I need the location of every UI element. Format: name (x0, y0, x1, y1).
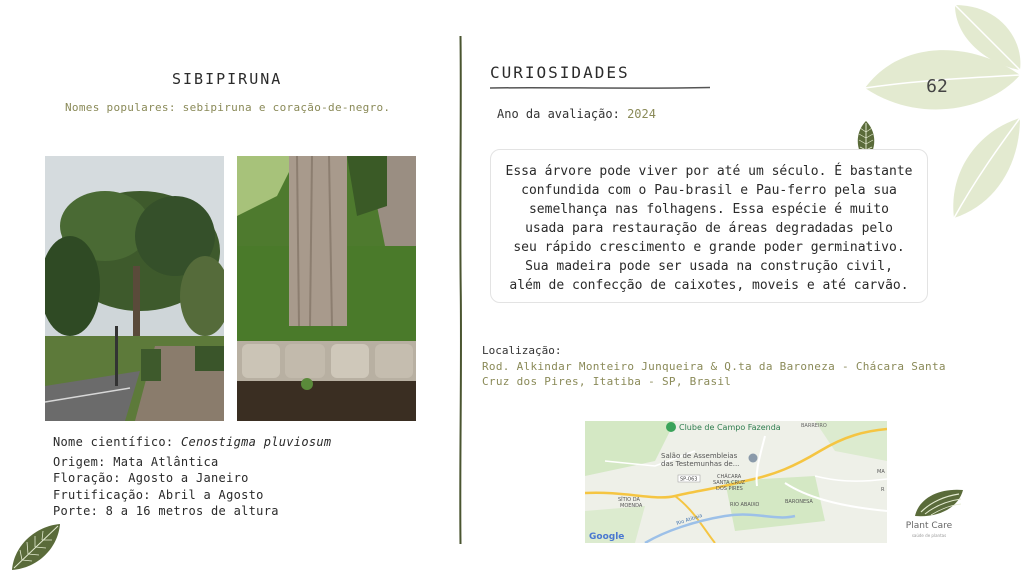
map-label-sitio-2: MOENDA (620, 503, 643, 509)
map-label-club: Clube de Campo Fazenda (679, 423, 781, 432)
map-label-barreiro: BARREIRO (801, 423, 827, 429)
tree-photo (45, 156, 224, 421)
curiosities-underline (490, 86, 710, 90)
curiosity-line: confundida com o Pau-brasil e Pau-ferro pela sua (521, 183, 897, 198)
curiosity-line: Essa árvore pode viver por até um século. É bastante (505, 164, 913, 179)
map-label-chacara-2: SANTA CRUZ (713, 480, 746, 486)
map-label-edge-2: R (881, 487, 885, 493)
location-map[interactable] (585, 421, 887, 543)
map-label-hall-2: das Testemunhas de... (661, 460, 740, 468)
map-label-hall-1: Salão de Assembleias (661, 452, 738, 460)
curiosity-line: além de confecção de caixotes, moveis e até carvão. (509, 278, 909, 293)
map-label-baronesa: BARONESA (785, 499, 813, 505)
map-label-rio: RIO ABAIXO (730, 502, 760, 508)
curiosities-text-box (490, 149, 928, 303)
vertical-divider (459, 36, 462, 544)
curiosity-line: seu rápido crescimento e grande poder germinativo. (513, 240, 905, 255)
curiosity-line: semelhança nas folhagens. Essa espécie é muito (528, 202, 890, 217)
map-label-chacara-3: DOS PIRES (716, 486, 743, 492)
google-logo: Google (589, 532, 625, 542)
location-label: Localização: (482, 344, 562, 357)
origin: Origem: Mata Atlântica (53, 455, 219, 469)
brand-name: Plant Care (905, 521, 953, 531)
map-label-chacara-1: CHÁCARA (717, 474, 742, 480)
scientific-label: Nome científico: (53, 435, 174, 449)
popular-names: Nomes populares: sebipiruna e coração-de-negro. (65, 101, 391, 114)
map-label-sitio-1: SÍTIO DA (618, 497, 640, 503)
year-value: 2024 (627, 107, 656, 121)
corner-leaf-icon (8, 520, 64, 572)
map-label-river: Rio Atibaia (675, 512, 704, 527)
map-label-edge-1: MA (877, 469, 885, 475)
scientific-value: Cenostigma pluviosum (180, 435, 332, 449)
scientific-name (53, 435, 331, 449)
curiosities-title: CURIOSIDADES (490, 63, 630, 82)
evaluation-year (497, 107, 656, 121)
plant-care-logo-icon (911, 486, 967, 520)
location-address: Rod. Alkindar Monteiro Junqueira & Q.ta da Baroneza - Chácara Santa Cruz dos Pires, Itatiba - SP, Brasil (482, 360, 946, 388)
species-title: SIBIPIRUNA (172, 70, 283, 88)
map-label-road: SP-063 (680, 476, 698, 483)
flowering: Floração: Agosto a Janeiro (53, 471, 249, 485)
trunk-photo (237, 156, 416, 421)
year-label: Ano da avaliação: (497, 107, 620, 121)
fruiting: Frutificação: Abril a Agosto (53, 488, 264, 502)
page-number: 62 (926, 76, 948, 97)
curiosity-line: usada para restauração de áreas degradadas pelo (525, 221, 893, 236)
brand-tagline: saúde de plantas (911, 533, 947, 538)
size: Porte: 8 a 16 metros de altura (53, 504, 279, 518)
curiosity-line: Sua madeira pode ser usada na construção civil, (525, 259, 893, 274)
